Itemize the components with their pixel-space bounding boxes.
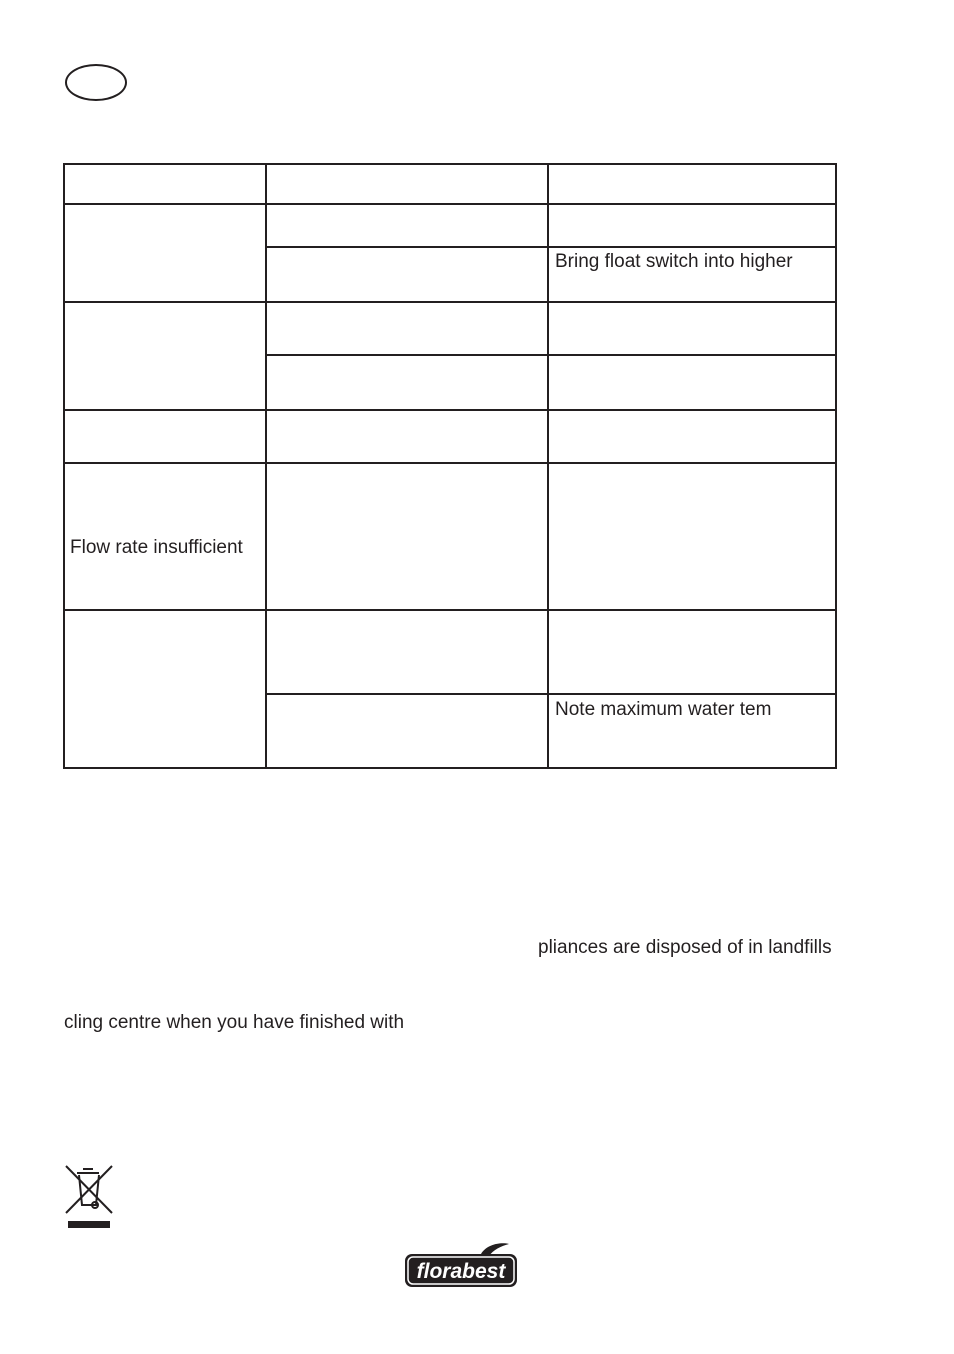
table-cell-remedy: Note maximum water tem [555,699,772,720]
crossed-out-wheelie-bin-icon [63,1163,115,1231]
disposal-text-line: cling centre when you have finished with [64,1012,405,1033]
disposal-text-line: pliances are disposed of in landfills [538,937,832,958]
florabest-logo [403,1242,519,1290]
logo-wordmark: florabest [416,1260,506,1283]
table-cell-remedy: Bring float switch into higher [555,251,793,272]
table-cell-fault: Flow rate insufficient [70,537,243,558]
